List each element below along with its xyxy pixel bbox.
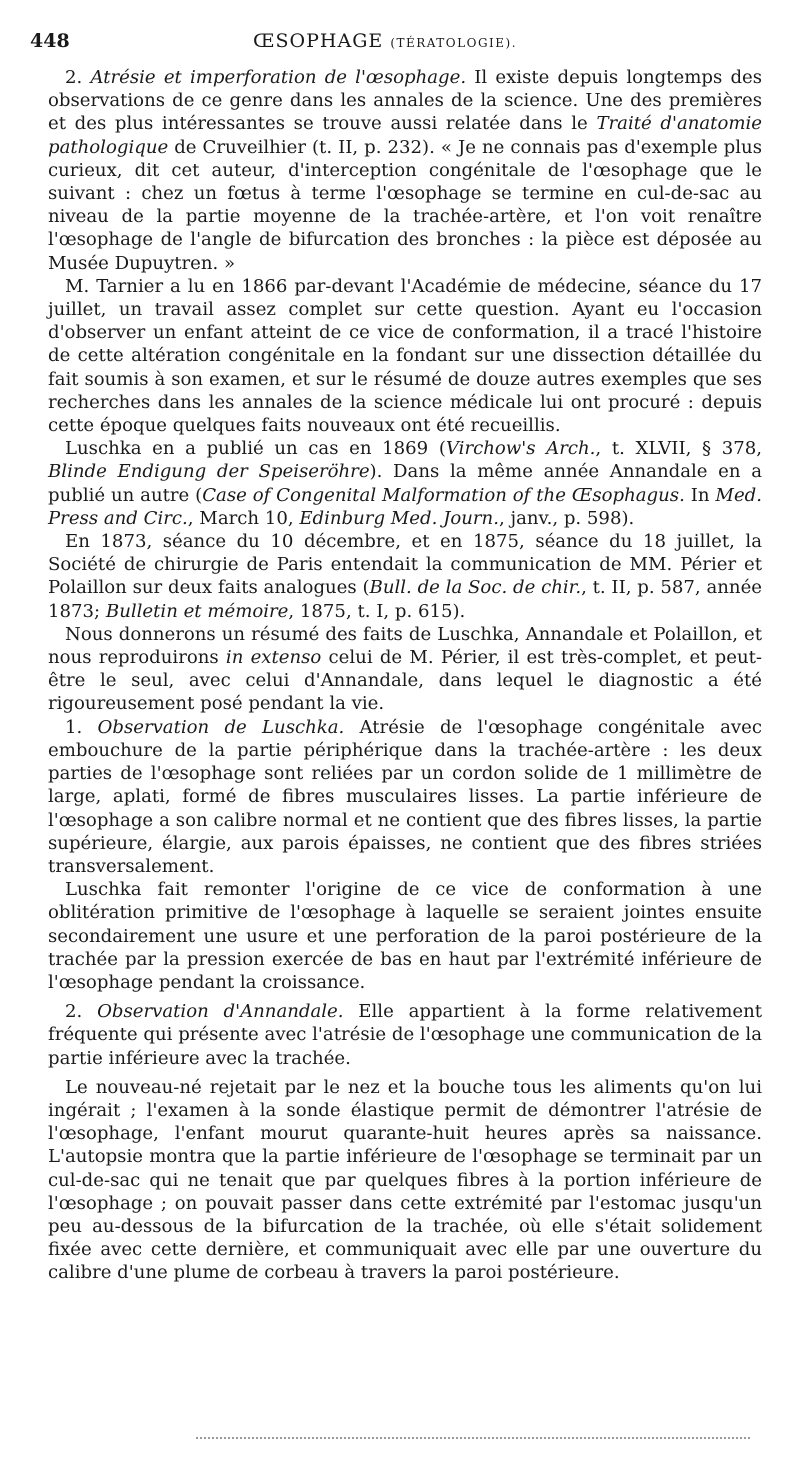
paragraph-observation-luschka <box>48 716 762 878</box>
text-run: 2. <box>65 1001 98 1023</box>
italic-run: Bull. de la Soc. de chir. <box>369 577 582 599</box>
italic-run: Virchow's Arch. <box>445 438 596 460</box>
text-run: , 1875, t. I, p. 615). <box>288 600 466 622</box>
italic-run: in extenso <box>225 647 322 669</box>
italic-run: Blinde Endigung der Speiseröhre <box>48 461 370 483</box>
text-run: 1. <box>65 716 98 738</box>
text-run: In <box>684 484 716 506</box>
italic-run: Med. Press and Circ. <box>48 484 762 529</box>
paragraph-luschka-origine <box>48 878 762 994</box>
text-run: ). Dans la même année Annandale en a publié un autre ( <box>48 461 762 506</box>
paragraph-resume <box>48 623 762 716</box>
text-run: Il existe depuis longtemps des observations de ce genre dans les annales de la science. Une des premières et des plus intéressantes se trouve aussi relatée dans le <box>48 67 763 135</box>
bottom-dotted-rule <box>196 1437 750 1439</box>
paragraph-atresie <box>48 66 762 275</box>
italic-run: Traité d'anatomie pathologique <box>48 113 762 158</box>
text-run: Le nouveau-né rejetait par le nez et la bouche tous les aliments qu'on lui ingérait ; l'examen à la sonde élastique permit de démontrer l'atrésie de l'œsophage, l'enfant mourut quarante-huit heures après sa naissance. L'autopsie montra que la partie inférieure de l'œsophage se terminait par un cul-de-sac qui ne tenait que par quelques fibres à la portion inférieure de l'œsophage ; on pouvait passer dans cette extrémité par l'estomac jusqu'un peu au-dessous de la bifurcation de la trachée, où elle s'était solidement fixée avec cette dernière, et communiquait avec elle par une ouverture du calibre d'une plume de corbeau à travers la paroi postérieure. <box>48 1076 762 1284</box>
paragraph-luschka-1869 <box>48 437 762 530</box>
text-run: , janv., p. 598). <box>498 507 635 529</box>
paragraph-societe-chirurgie <box>48 530 762 623</box>
text-run: , t. II, p. 587, année 1873; <box>48 577 762 622</box>
paragraph-observation-annandale <box>48 1000 762 1070</box>
text-run: , t. XLVII, § 378, <box>595 438 762 460</box>
text-run: 2. <box>65 67 91 88</box>
italic-run: Observation d'Annandale. <box>97 1001 344 1023</box>
italic-run: Edinburg Med. Journ. <box>299 507 499 529</box>
text-run: , March 10, <box>187 507 300 529</box>
page-number: 448 <box>30 30 70 52</box>
paragraph-tarnier <box>48 275 762 437</box>
running-title-subtitle: (TÉRATOLOGIE). <box>390 36 518 50</box>
text-run: Nous donnerons un résumé des faits de Luschka, Annandale et Polaillon, et nous reproduirons <box>48 623 762 669</box>
italic-run: Observation de Luschka. <box>97 716 345 738</box>
running-title-main: ŒSOPHAGE <box>252 30 384 52</box>
text-run: Luschka en a publié un cas en 1869 ( <box>65 438 446 460</box>
text-run: M. Tarnier a lu en 1866 par-devant l'Académie de médecine, séance du 17 juillet, un travail assez complet sur cette question. Ayant eu l'occasion d'observer un enfant atteint de ce vice de conformation, il a tracé l'histoire de cette altération congénitale en la fondant sur une dissection détaillée du fait soumis à son examen, et sur le résumé de douze autres exemples que ses recherches dans les annales de la science médicale lui ont procuré : depuis cette époque quelques faits nouveaux ont été recueillis. <box>48 275 762 437</box>
italic-run: Bulletin et mémoire <box>105 600 289 622</box>
running-title <box>30 30 740 52</box>
text-run: Luschka fait remonter l'origine de ce vice de conformation à une oblitération primitive de l'œsophage à laquelle se seraient jointes ensuite secondairement une usure et une perforation de la paroi postérieure de la trachée par la pression exercée de bas en haut par l'extrémité inférieure de l'œsophage pendant la croissance. <box>48 879 762 993</box>
paragraph-nouveau-ne <box>48 1076 762 1285</box>
text-run: Elle appartient à la forme relativement fréquente qui présente avec l'atrésie de l'œsophage une communication de la partie inférieure avec la trachée. <box>48 1001 762 1069</box>
italic-run: Atrésie et imperforation de l'œsophage. <box>90 67 467 88</box>
text-run: En 1873, séance du 10 décembre, et en 1875, séance du 18 juillet, la Société de chirurgie de Paris entendait la communication de MM. Périer et Polaillon sur deux faits analogues ( <box>48 531 762 599</box>
body-text <box>48 66 762 1285</box>
text-run: de Cruveilhier (t. II, p. 232). « Je ne connais pas d'exemple plus curieux, dit cet auteur, d'interception congénitale de l'œsophage que le suivant : chez un fœtus à terme l'œsophage se termine en cul-de-sac au niveau de la partie moyenne de la trachée-artère, et l'on voit renaître l'œsophage de l'angle de bifurcation des bronches : la pièce est déposée au Musée Dupuytren. » <box>48 136 762 274</box>
text-run: celui de M. Périer, il est très-complet, et peut-être le seul, avec celui d'Annandale, dans lequel le diagnostic a été rigoureusement posé pendant la vie. <box>48 647 763 715</box>
text-run: Atrésie de l'œsophage congénitale avec embouchure de la partie périphérique dans la trachée-artère : les deux parties de l'œsophage sont reliées par un cordon solide de 1 millimètre de large, aplati, formé de fibres musculaires lisses. La partie inférieure de l'œsophage a son calibre normal et ne contient que des fibres lisses, la partie supérieure, élargie, aux parois épaisses, ne contient que des fibres striées transversalement. <box>48 716 762 877</box>
running-header <box>30 30 740 56</box>
italic-run: Case of Congenital Malformation of the Œsophagus. <box>202 484 685 506</box>
